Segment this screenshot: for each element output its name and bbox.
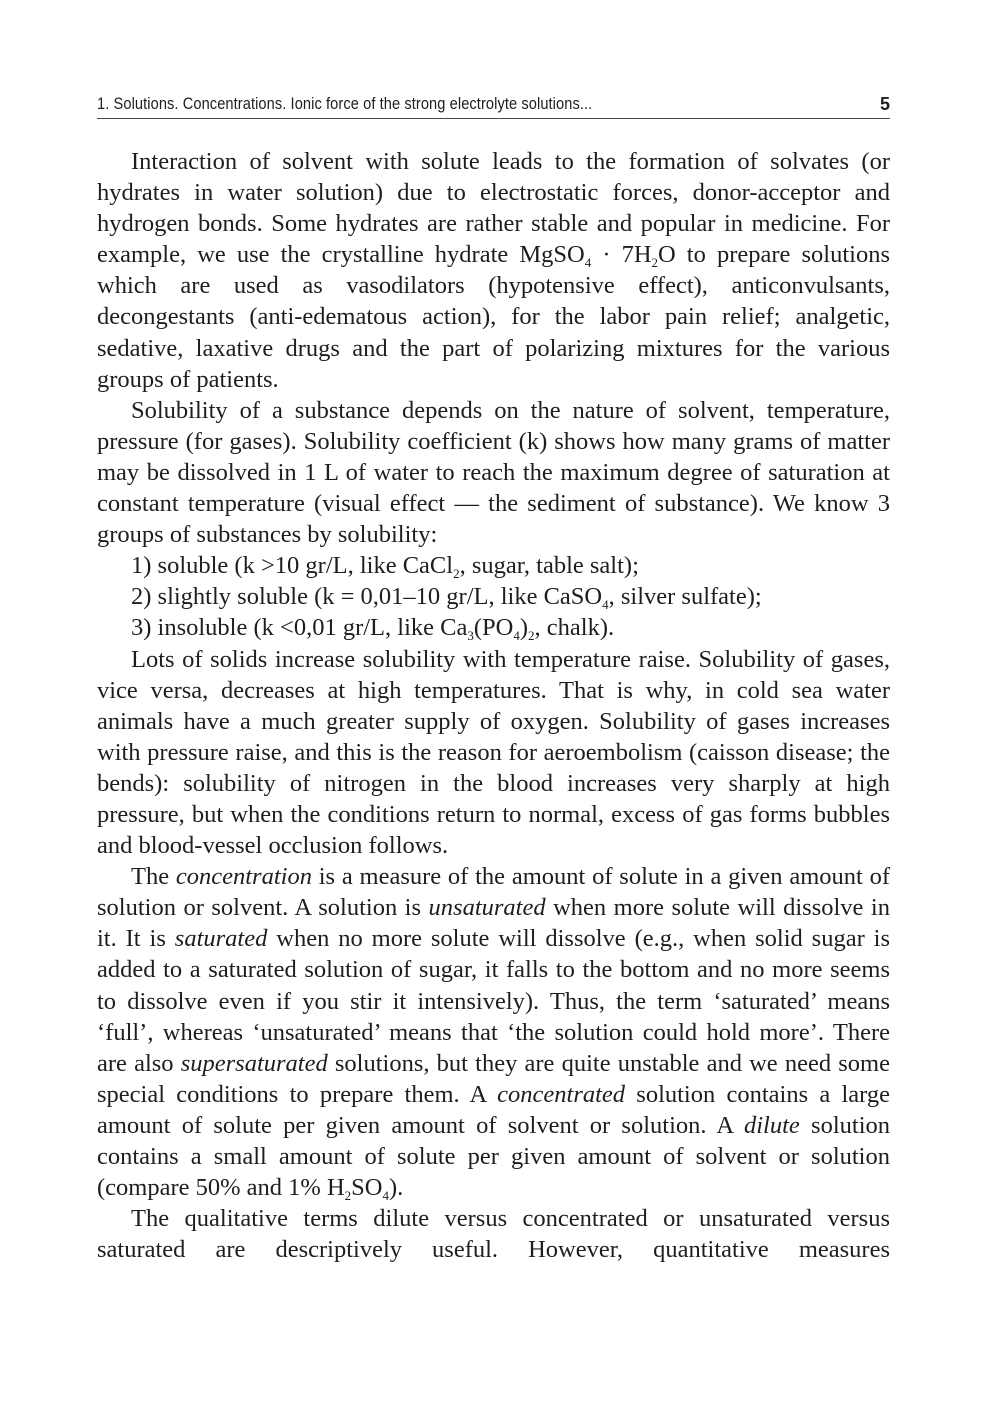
- term-concentration: concentration: [175, 863, 312, 891]
- running-title: 1. Solutions. Concentrations. Ionic force of the strong electrolyte solutions...: [97, 94, 593, 113]
- page-header: [97, 92, 890, 119]
- paragraph-qualitative-terms: The qualitative terms dilute versus concentrated or unsaturated versus saturated are descriptively useful. However, quantitative measures: [97, 1205, 890, 1264]
- page-number: 5: [879, 94, 890, 114]
- list-item-slightly-soluble: 2) slightly soluble (k = 0,01–10 gr/L, like CaSO$_4$, silver sulfate);: [131, 583, 762, 613]
- term-dilute: dilute: [744, 1111, 800, 1139]
- list-item-insoluble: 3) insoluble (k <0,01 gr/L, like $Ca_3(PO_4)_2$, chalk).: [131, 614, 615, 644]
- body-text: [97, 146, 890, 1265]
- term-saturated: saturated: [174, 925, 268, 953]
- term-supersaturated: supersaturated: [180, 1049, 328, 1077]
- paragraph-solvates: Interaction of solvent with solute leads to the formation of solvates (or hydrates in water solution) due to electrostatic forces, donor-acceptor and hydrogen bonds. Some hydrates are rather stable and popular in medicine. For example, we use the crystalline hydrate MgSO$_4$ · $7H_2O$ to prepare solutions which are used as vasodilators (hypotensive effect), anticonvulsants, decongestants (anti-edematous action), for the labor pain relief; analgetic, sedative, laxative drugs and the part of polarizing mixtures for the various groups of patients.: [97, 148, 890, 393]
- term-concentrated: concentrated: [497, 1080, 626, 1108]
- paragraph-temperature-pressure: Lots of solids increase solubility with temperature raise. Solubility of gases, vice versa, decreases at high temperatures. That is why, in cold sea water animals have a much greater supply of oxygen. Solubility of gases increases with pressure raise, and this is the reason for aeroembolism (caisson disease; the bends): solubility of nitrogen in the blood increases very sharply at high pressure, but when the conditions return to normal, excess of gas forms bubbles and blood-vessel occlusion follows.: [97, 645, 890, 860]
- paragraph-solubility: Solubility of a substance depends on the nature of solvent, temperature, pressure (for gases). Solubility coefficient (k) shows how many grams of matter may be dissolved in 1 L of water to reach the maximum degree of saturation at constant temperature (visual effect — the sediment of substance). We know 3 groups of substances by solubility:: [97, 396, 890, 549]
- paragraph-concentration: The concentration is a measure of the amount of solute in a given amount of solution or solvent. A solution is unsaturated when more solute will dissolve in it. It is saturated when no more solute will dissolve (e.g., when solid sugar is added to a saturated solution of sugar, it falls to the bottom and no more seems to dissolve even if you stir it intensively). Thus, the term ‘saturated’ means ‘full’, whereas ‘unsaturated’ means that ‘the solution could hold more’. There are also supersaturated solutions, but they are quite unstable and we need some special conditions to prepare them. A concentrated solution contains a large amount of solute per given amount of solvent or solution. A dilute solution contains a small amount of solute per given amount of solvent or solution (compare 50% and 1% $H_2SO_4$).: [97, 863, 891, 1204]
- list-item-soluble: 1) soluble (k >10 gr/L, like CaCl$_2$, sugar, table salt);: [131, 552, 639, 582]
- term-unsaturated: unsaturated: [428, 894, 546, 922]
